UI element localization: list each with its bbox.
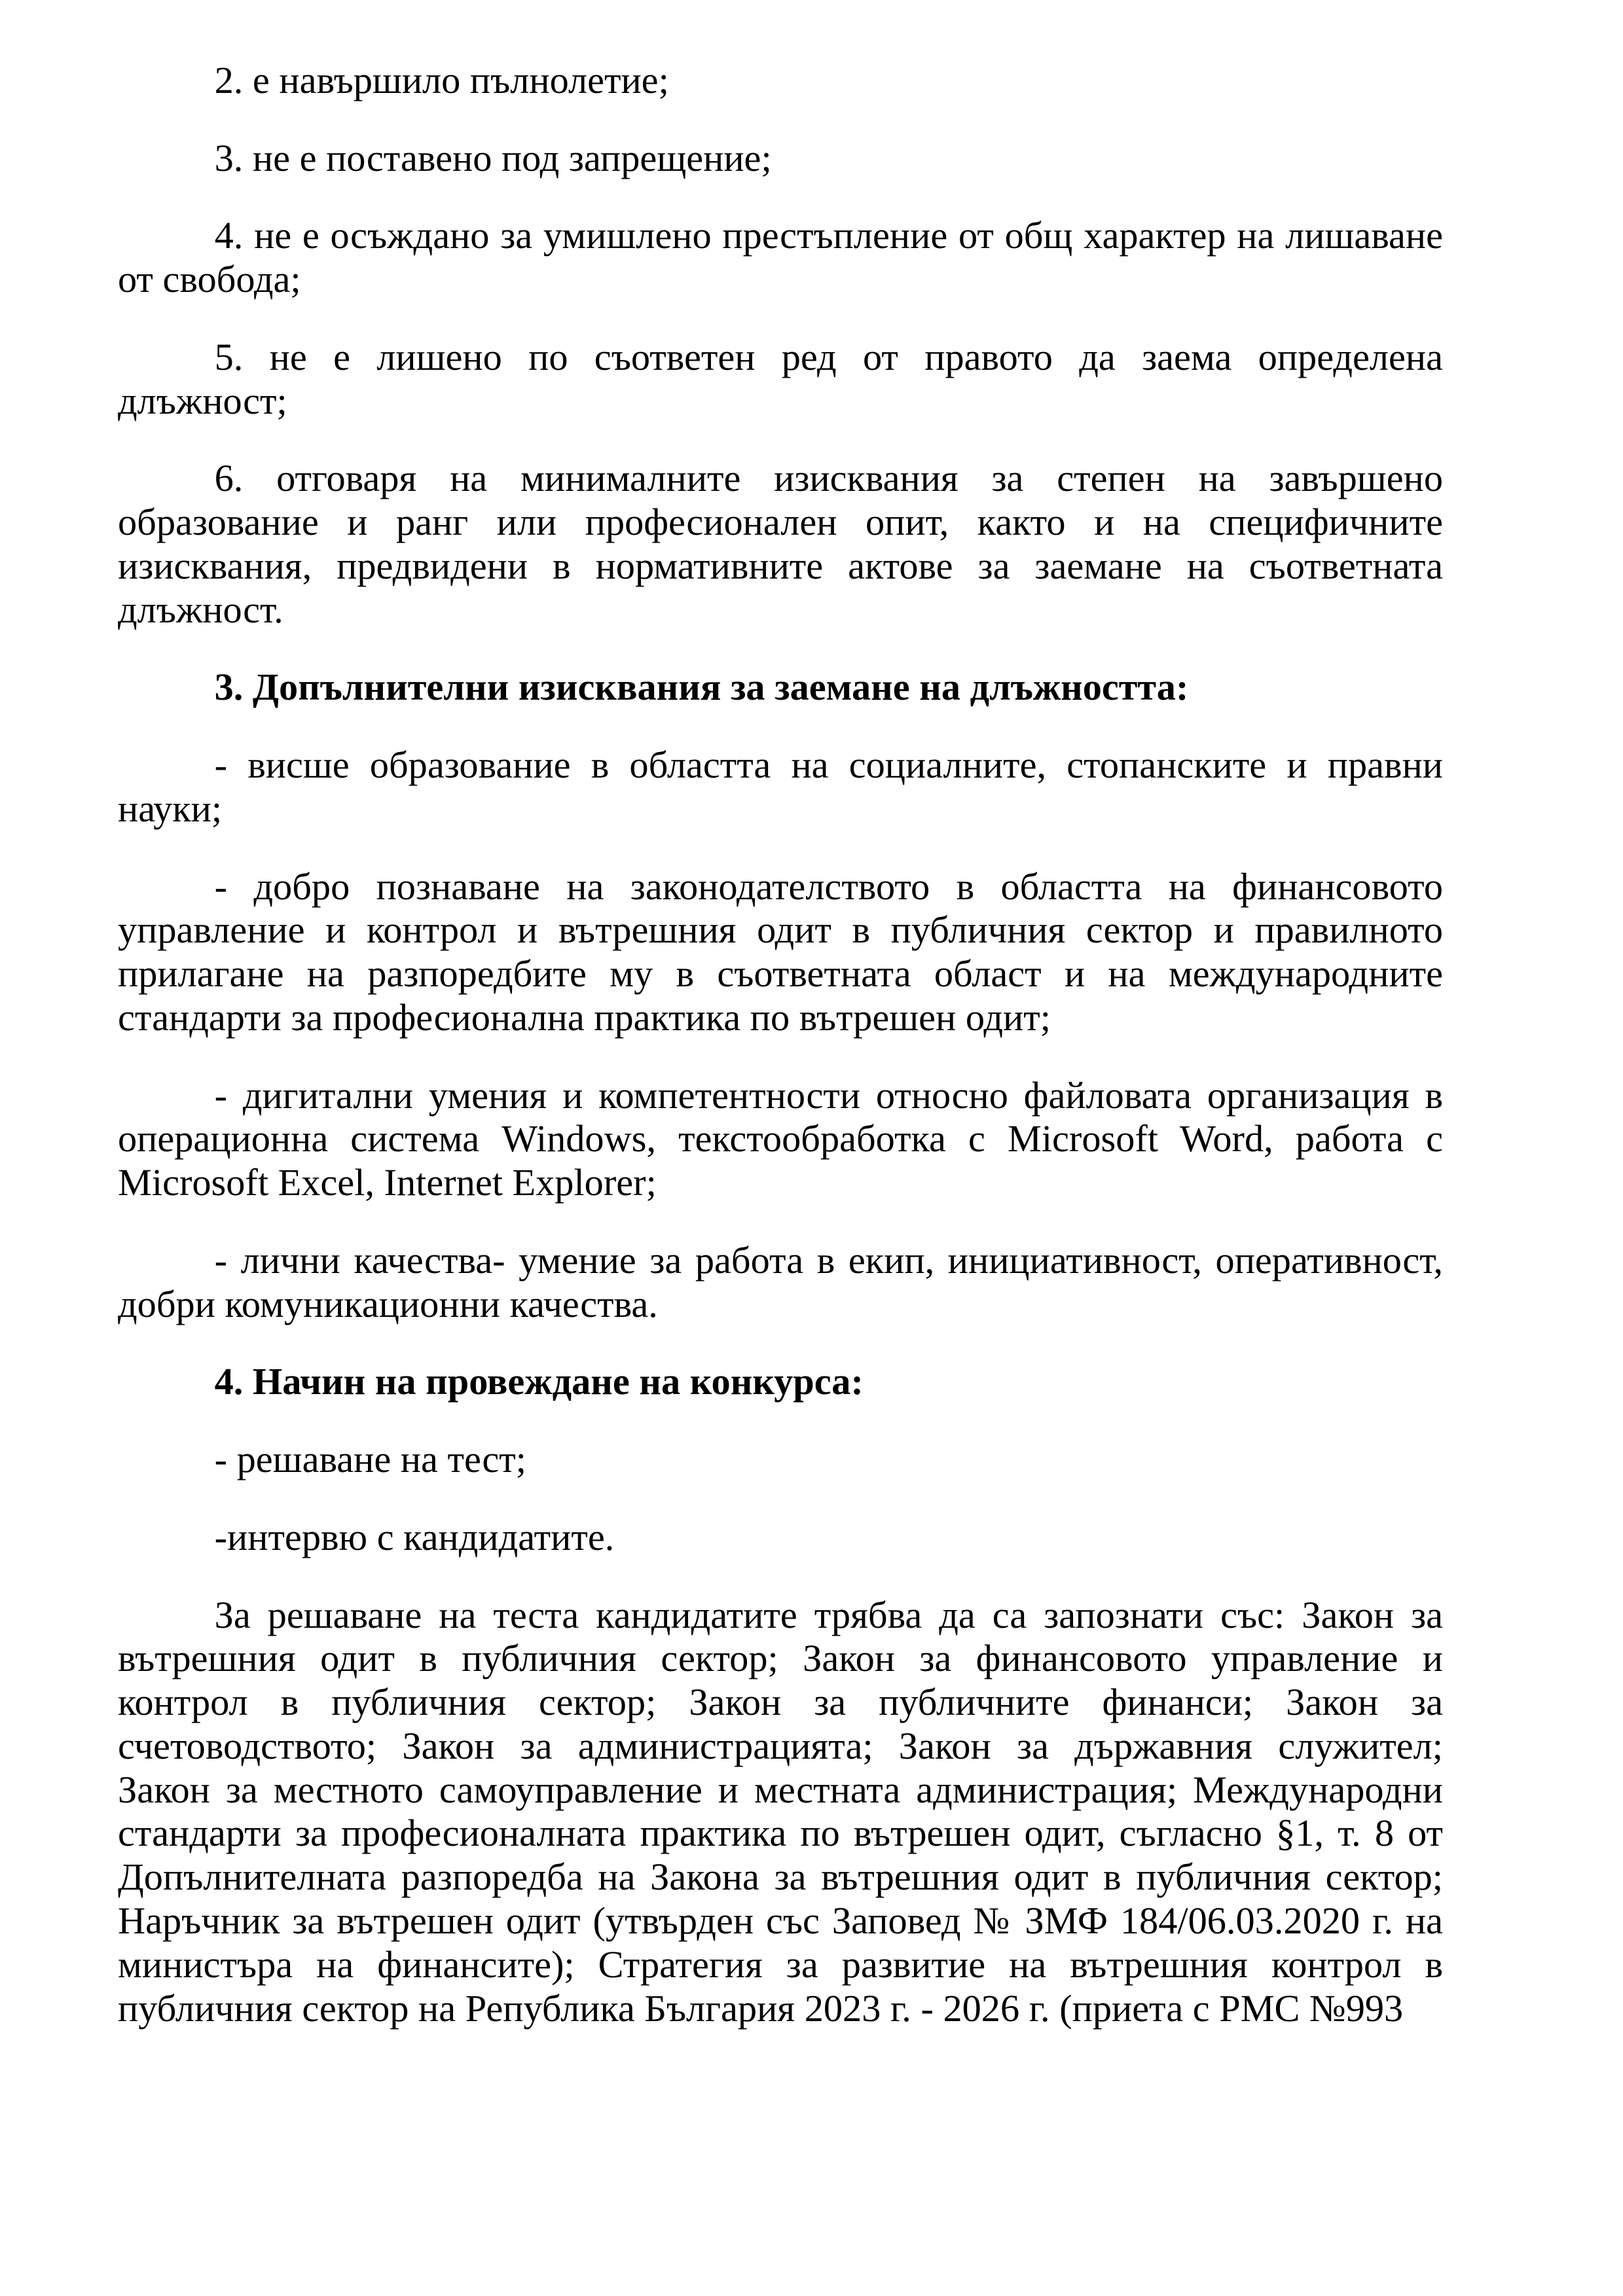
procedure-item-test xyxy=(118,1438,1443,1482)
text-line: Microsoft Excel, Internet Explorer; xyxy=(118,1161,657,1204)
text-line: министъра на финансите); Стратегия за развитие на вътрешния контрол в xyxy=(118,1943,1443,1986)
text-line: добри комуникационни качества. xyxy=(118,1282,658,1325)
section-heading-additional-requirements xyxy=(118,666,1443,709)
text-line: прилагане на разпоредбите му в съответната област и на международните xyxy=(118,952,1443,996)
text-line: Допълнителната разпоредба на Закона за вътрешния одит в публичния сектор; xyxy=(118,1856,1443,1899)
text-line: 3. не е поставено под запрещение; xyxy=(214,136,772,179)
text-line: 4. не е осъждано за умишлено престъпление от общ характер на лишаване xyxy=(214,214,1443,257)
eligibility-condition-4 xyxy=(118,214,1443,302)
text-line: счетоводството; Закон за администрацията; Закон за държавния служител; xyxy=(118,1724,1443,1767)
requirement-item-personal-qualities xyxy=(118,1239,1443,1327)
requirement-item-digital-skills xyxy=(118,1074,1443,1205)
text-line: длъжност; xyxy=(118,379,287,422)
section-heading-text: 3. Допълнителни изисквания за заемане на длъжността: xyxy=(214,666,1189,709)
text-line: - решаване на тест; xyxy=(214,1438,526,1481)
text-line: вътрешния одит в публичния сектор; Закон за финансовото управление и xyxy=(118,1637,1443,1680)
text-line: -интервю с кандидатите. xyxy=(214,1515,615,1558)
text-line: от свобода; xyxy=(118,258,301,301)
document-body xyxy=(118,59,1443,2030)
text-line: За решаване на теста кандидатите трябва да са запознати със: Закон за xyxy=(214,1593,1443,1636)
text-line: 6. отговаря на минималните изисквания за степен на завършено xyxy=(214,457,1443,500)
requirement-item-education xyxy=(118,744,1443,831)
eligibility-condition-6 xyxy=(118,457,1443,632)
text-line: Наръчник за вътрешен одит (утвърден със Заповед № ЗМФ 184/06.03.2020 г. на xyxy=(118,1899,1443,1943)
section-heading-competition-procedure xyxy=(118,1360,1443,1404)
test-preparation-paragraph xyxy=(118,1594,1443,2031)
text-line: 2. е навършило пълнолетие; xyxy=(214,59,669,101)
text-line: управление и контрол и вътрешния одит в публичния сектор и правилното xyxy=(118,908,1443,952)
text-line: операционна система Windows, текстообработка с Microsoft Word, работа с xyxy=(118,1117,1443,1160)
text-line: Закон за местното самоуправление и местната администрация; Международни xyxy=(118,1768,1443,1811)
text-line: стандарти за професионалната практика по вътрешен одит, съгласно §1, т. 8 от xyxy=(118,1812,1443,1855)
text-line: публичния сектор на Република България 2023 г. - 2026 г. (приета с РМС №993 xyxy=(118,1986,1404,2030)
eligibility-condition-2 xyxy=(118,59,1443,103)
text-line: стандарти за професионална практика по вътрешен одит; xyxy=(118,996,1051,1039)
procedure-item-interview xyxy=(118,1516,1443,1560)
text-line: образование и ранг или професионален опит, както и на специфичните xyxy=(118,501,1443,544)
eligibility-condition-5 xyxy=(118,336,1443,423)
text-line: - висше образование в областта на социалните, стопанските и правни xyxy=(214,744,1443,787)
text-line: длъжност. xyxy=(118,588,283,631)
text-line: изисквания, предвидени в нормативните актове за заемане на съответната xyxy=(118,544,1443,587)
text-line: 5. не е лишено по съответен ред от правото да заема определена xyxy=(214,335,1443,378)
text-line: - лични качества- умение за работа в екип, инициативност, оперативност, xyxy=(214,1238,1443,1282)
text-line: контрол в публичния сектор; Закон за публичните финанси; Закон за xyxy=(118,1681,1443,1724)
text-line: науки; xyxy=(118,787,223,830)
text-line: - дигитални умения и компетентности относно файловата организация в xyxy=(214,1073,1443,1117)
eligibility-condition-3 xyxy=(118,137,1443,181)
requirement-item-legislation xyxy=(118,865,1443,1040)
section-heading-text: 4. Начин на провеждане на конкурса: xyxy=(214,1360,864,1403)
text-line: - добро познаване на законодателството в областта на финансовото xyxy=(214,865,1443,908)
